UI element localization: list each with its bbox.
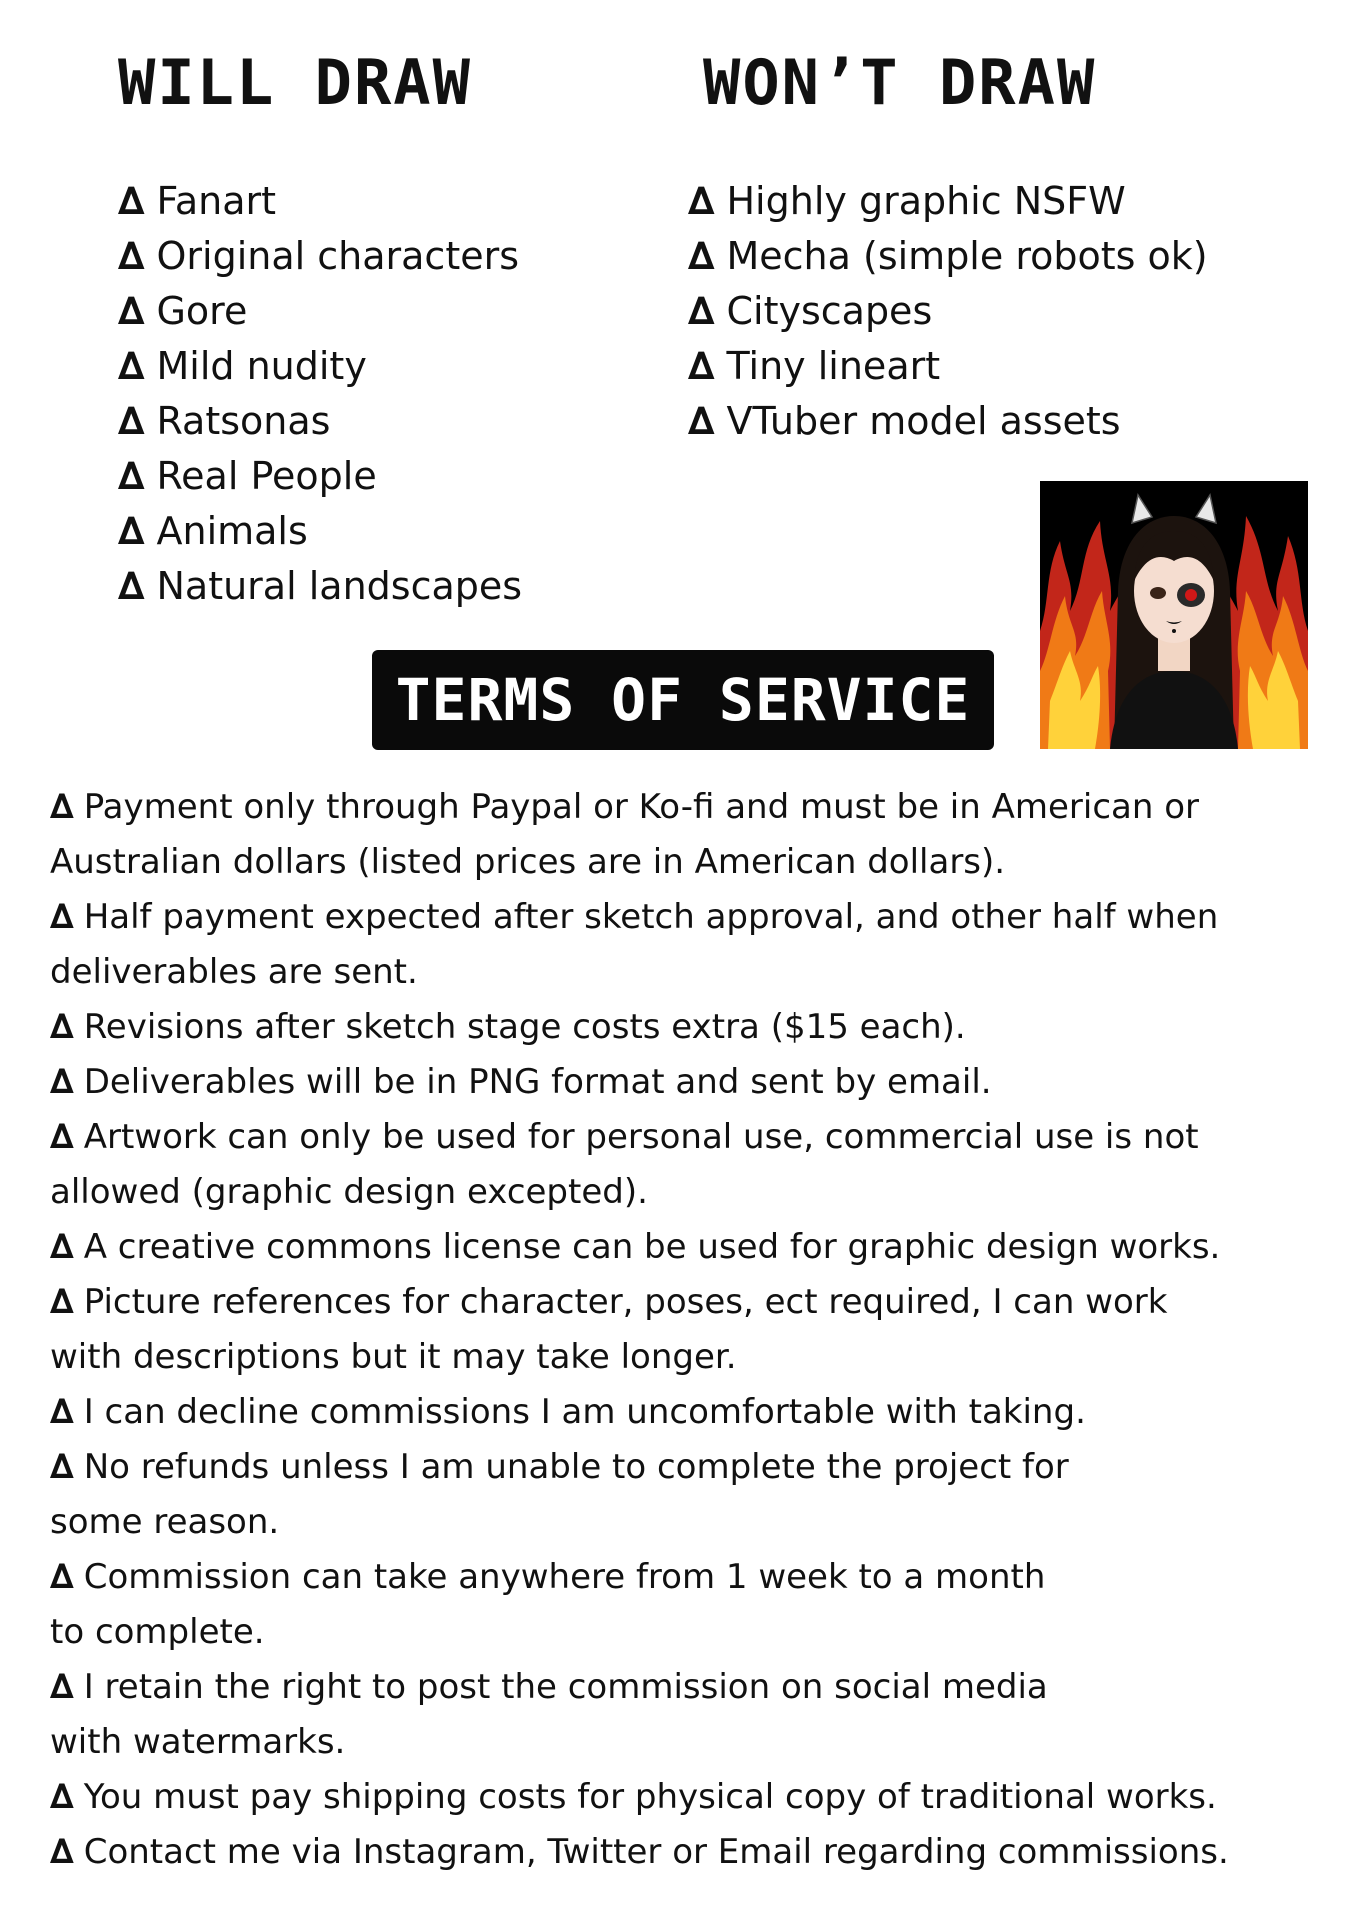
term-item bbox=[50, 1055, 1330, 1110]
cyborg-eye-shape bbox=[1185, 589, 1197, 601]
triangle-bullet-icon: ∆ bbox=[118, 234, 145, 278]
will-draw-item-label: Animals bbox=[156, 509, 308, 553]
wont-draw-item bbox=[688, 339, 1208, 394]
wont-draw-item-label: Cityscapes bbox=[726, 289, 933, 333]
triangle-bullet-icon: ∆ bbox=[50, 1227, 74, 1267]
triangle-bullet-icon: ∆ bbox=[50, 1062, 74, 1102]
wont-draw-item bbox=[688, 284, 1208, 339]
term-text: Half payment expected after sketch approval, and other half when bbox=[83, 897, 1219, 937]
triangle-bullet-icon: ∆ bbox=[50, 1777, 74, 1817]
term-text: Payment only through Paypal or Ko-fi and must be in American or bbox=[83, 787, 1199, 827]
will-draw-heading: WILL DRAW bbox=[118, 46, 472, 119]
wont-draw-item bbox=[688, 229, 1208, 284]
triangle-bullet-icon: ∆ bbox=[50, 1557, 74, 1597]
terms-of-service-banner bbox=[372, 650, 994, 750]
term-text-continued: to complete. bbox=[50, 1612, 265, 1652]
wont-draw-item-label: Tiny lineart bbox=[726, 344, 941, 388]
triangle-bullet-icon: ∆ bbox=[688, 399, 715, 443]
terms-of-service-title: TERMS OF SERVICE bbox=[395, 666, 971, 734]
will-draw-item-label: Original characters bbox=[156, 234, 520, 278]
triangle-bullet-icon: ∆ bbox=[118, 399, 145, 443]
wont-draw-list bbox=[688, 174, 1208, 449]
term-item bbox=[50, 780, 1330, 890]
term-item bbox=[50, 1440, 1330, 1550]
triangle-bullet-icon: ∆ bbox=[118, 344, 145, 388]
triangle-bullet-icon: ∆ bbox=[118, 564, 145, 608]
triangle-bullet-icon: ∆ bbox=[50, 1392, 74, 1432]
will-draw-item-label: Gore bbox=[156, 289, 248, 333]
term-text: Contact me via Instagram, Twitter or Email regarding commissions. bbox=[83, 1832, 1229, 1872]
triangle-bullet-icon: ∆ bbox=[688, 179, 715, 223]
will-draw-item bbox=[118, 394, 522, 449]
term-text: A creative commons license can be used for graphic design works. bbox=[83, 1227, 1221, 1267]
wont-draw-item-label: VTuber model assets bbox=[726, 399, 1121, 443]
triangle-bullet-icon: ∆ bbox=[50, 1117, 74, 1157]
triangle-bullet-icon: ∆ bbox=[118, 509, 145, 553]
triangle-bullet-icon: ∆ bbox=[50, 1282, 74, 1322]
wont-draw-item-label: Highly graphic NSFW bbox=[726, 179, 1126, 223]
triangle-bullet-icon: ∆ bbox=[118, 179, 145, 223]
wont-draw-item bbox=[688, 394, 1208, 449]
term-item bbox=[50, 1660, 1330, 1770]
term-item bbox=[50, 890, 1330, 1000]
triangle-bullet-icon: ∆ bbox=[118, 454, 145, 498]
triangle-bullet-icon: ∆ bbox=[688, 289, 715, 333]
term-text-continued: Australian dollars (listed prices are in American dollars). bbox=[50, 842, 1006, 882]
lip-piercing-shape bbox=[1172, 629, 1176, 633]
will-draw-item-label: Ratsonas bbox=[156, 399, 331, 443]
triangle-bullet-icon: ∆ bbox=[50, 897, 74, 937]
term-text: Revisions after sketch stage costs extra ($15 each). bbox=[83, 1007, 966, 1047]
artist-avatar-illustration bbox=[1040, 481, 1308, 749]
wont-draw-item-label: Mecha (simple robots ok) bbox=[726, 234, 1208, 278]
term-item bbox=[50, 1825, 1330, 1880]
triangle-bullet-icon: ∆ bbox=[50, 787, 74, 827]
term-item bbox=[50, 1385, 1330, 1440]
triangle-bullet-icon: ∆ bbox=[688, 344, 715, 388]
term-text-continued: some reason. bbox=[50, 1502, 280, 1542]
avatar-svg bbox=[1040, 481, 1308, 749]
term-item bbox=[50, 1000, 1330, 1055]
will-draw-item bbox=[118, 339, 522, 394]
triangle-bullet-icon: ∆ bbox=[50, 1447, 74, 1487]
will-draw-item bbox=[118, 449, 522, 504]
will-draw-item-label: Fanart bbox=[156, 179, 277, 223]
term-item bbox=[50, 1770, 1330, 1825]
triangle-bullet-icon: ∆ bbox=[50, 1832, 74, 1872]
terms-list bbox=[50, 780, 1330, 1880]
term-text-continued: deliverables are sent. bbox=[50, 952, 418, 992]
will-draw-item bbox=[118, 559, 522, 614]
term-text-continued: allowed (graphic design excepted). bbox=[50, 1172, 648, 1212]
left-eye-shape bbox=[1150, 587, 1166, 599]
will-draw-item-label: Natural landscapes bbox=[156, 564, 523, 608]
wont-draw-item bbox=[688, 174, 1208, 229]
term-text: Deliverables will be in PNG format and sent by email. bbox=[83, 1062, 992, 1102]
will-draw-item bbox=[118, 284, 522, 339]
term-text: No refunds unless I am unable to complete the project for bbox=[83, 1447, 1069, 1487]
will-draw-list bbox=[118, 174, 522, 614]
will-draw-item-label: Mild nudity bbox=[156, 344, 367, 388]
wont-draw-heading: WON’T DRAW bbox=[703, 46, 1097, 119]
term-text-continued: with descriptions but it may take longer. bbox=[50, 1337, 737, 1377]
term-text: I retain the right to post the commission on social media bbox=[83, 1667, 1048, 1707]
triangle-bullet-icon: ∆ bbox=[50, 1007, 74, 1047]
triangle-bullet-icon: ∆ bbox=[118, 289, 145, 333]
triangle-bullet-icon: ∆ bbox=[50, 1667, 74, 1707]
term-text: Commission can take anywhere from 1 week to a month bbox=[83, 1557, 1046, 1597]
triangle-bullet-icon: ∆ bbox=[688, 234, 715, 278]
will-draw-item bbox=[118, 504, 522, 559]
term-item bbox=[50, 1275, 1330, 1385]
term-item bbox=[50, 1220, 1330, 1275]
term-text-continued: with watermarks. bbox=[50, 1722, 346, 1762]
term-item bbox=[50, 1110, 1330, 1220]
will-draw-item-label: Real People bbox=[156, 454, 377, 498]
will-draw-item bbox=[118, 229, 522, 284]
will-draw-item bbox=[118, 174, 522, 229]
term-text: Artwork can only be used for personal use, commercial use is not bbox=[83, 1117, 1199, 1157]
term-text: You must pay shipping costs for physical copy of traditional works. bbox=[83, 1777, 1217, 1817]
term-text: Picture references for character, poses, ect required, I can work bbox=[83, 1282, 1168, 1322]
term-text: I can decline commissions I am uncomfortable with taking. bbox=[83, 1392, 1086, 1432]
term-item bbox=[50, 1550, 1330, 1660]
